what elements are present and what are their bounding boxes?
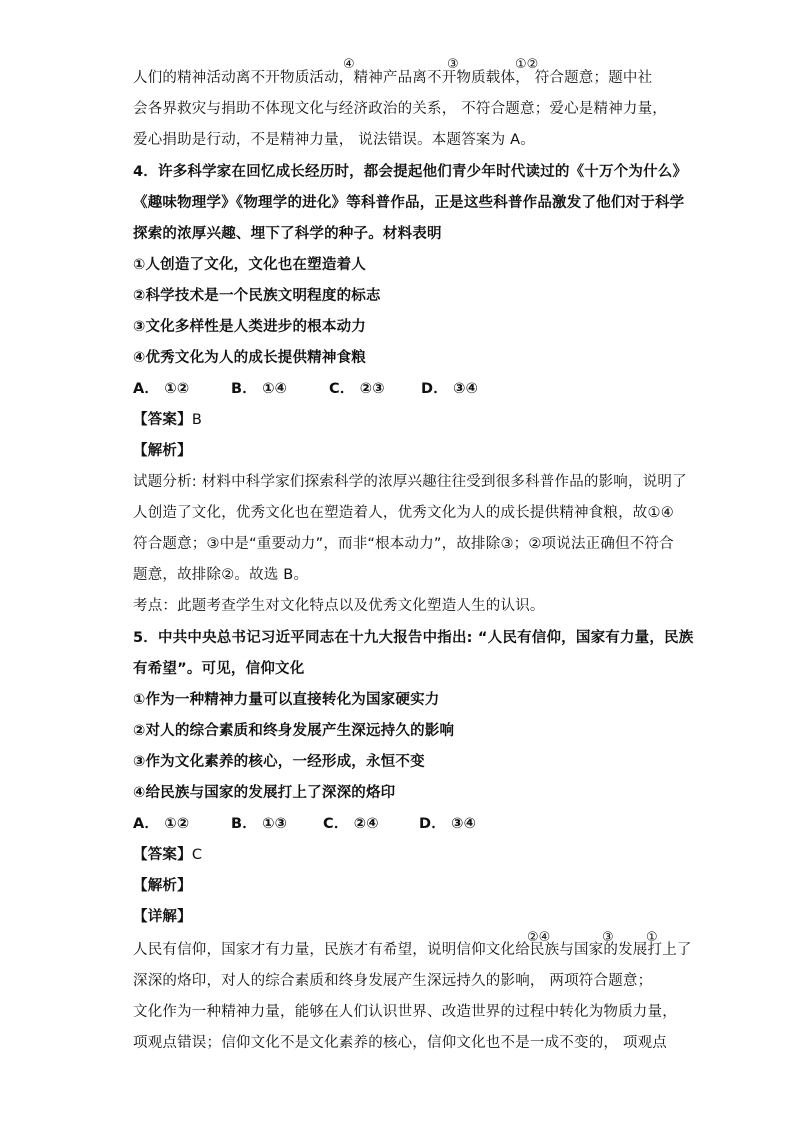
q4-answer-label: 【答案】 bbox=[133, 412, 192, 428]
float-mark-4: ④ bbox=[343, 57, 355, 72]
q5-stem-line-2: 有希望”。可见，信仰文化 bbox=[133, 661, 305, 677]
q5-answer bbox=[133, 845, 202, 865]
q4-item-3: ③文化多样性是人类进步的根本动力 bbox=[133, 319, 366, 335]
float-mark-1: ① bbox=[646, 930, 658, 945]
float-mark-3: ③ bbox=[447, 57, 459, 72]
q4-analysis-label: 【解析】 bbox=[133, 443, 192, 459]
q4-analysis-line-2: 人创造了文化，优秀文化也在塑造着人，优秀文化为人的成长提供精神食粮，故①④ bbox=[133, 505, 674, 521]
q5-stem-line-1: 5．中共中央总书记习近平同志在十九大报告中指出: “人民有信仰，国家有力量，民族 bbox=[133, 630, 694, 646]
q4-analysis-line-3: 符合题意；③中是“重要动力”，而非“根本动力”，故排除③；②项说法正确但不符合 bbox=[133, 536, 674, 552]
q5-answer-value: C bbox=[191, 847, 203, 863]
top-line-3: 爱心捐助是行动，不是精神力量， 说法错误。本题答案为 A。 bbox=[133, 132, 535, 148]
float-mark-12: ①② bbox=[515, 57, 539, 72]
top-line-2: 会各界救灾与捐助不体现文化与经济政治的关系， 不符合题意；爱心是精神力量， bbox=[133, 101, 668, 117]
q4-stem-line-2: 《趣味物理学》《物理学的进化》等科普作品，正是这些科普作品激发了他们对于科学 bbox=[133, 195, 685, 211]
q5-item-1: ①作为一种精神力量可以直接转化为国家硬实力 bbox=[133, 692, 440, 708]
q4-option-d: D． ③④ bbox=[421, 381, 479, 397]
q4-answer-value: B bbox=[191, 412, 202, 428]
float-mark-3b: ③ bbox=[602, 930, 614, 945]
q5-option-d: D． ③④ bbox=[419, 816, 477, 832]
q5-item-2: ②对人的综合素质和终身发展产生深远持久的影响 bbox=[133, 723, 455, 739]
top-line-1: 人们的精神活动离不开物质活动，精神产品离不开物质载体， 符合题意；题中社 bbox=[133, 70, 653, 86]
q4-stem-line-1: 4．许多科学家在回忆成长经历时，都会提起他们青少年时代读过的《十万个为什么》 bbox=[133, 164, 688, 180]
q5-item-3: ③作为文化素养的核心，一经形成，永恒不变 bbox=[133, 754, 425, 770]
q4-item-2: ②科学技术是一个民族文明程度的标志 bbox=[133, 288, 381, 304]
q4-stem-line-3: 探索的浓厚兴趣、埋下了科学的种子。材料表明 bbox=[133, 226, 442, 242]
q4-option-a: A． ①② bbox=[133, 381, 190, 397]
q5-answer-label: 【答案】 bbox=[133, 847, 192, 863]
q4-answer bbox=[133, 410, 202, 430]
q4-analysis-line-4: 题意，故排除②。故选 B。 bbox=[133, 567, 309, 583]
q4-item-1: ①人创造了文化，文化也在塑造着人 bbox=[133, 257, 366, 273]
q4-item-4: ④优秀文化为人的成长提供精神食粮 bbox=[133, 350, 366, 366]
q4-note: 考点：此题考查学生对文化特点以及优秀文化塑造人生的认识。 bbox=[133, 598, 545, 614]
q5-item-4: ④给民族与国家的发展打上了深深的烙印 bbox=[133, 785, 396, 801]
q4-option-c: C． ②③ bbox=[329, 381, 385, 397]
float-mark-24: ②④ bbox=[527, 930, 551, 945]
q5-detail-line-3: 文化作为一种精神力量，能够在人们认识世界、改造世界的过程中转化为物质力量， bbox=[133, 1004, 677, 1020]
q5-detail-line-2: 深深的烙印，对人的综合素质和终身发展产生深远持久的影响， 两项符合题意； bbox=[133, 973, 653, 989]
q5-option-a: A． ①② bbox=[133, 816, 190, 832]
q5-option-b: B． ①③ bbox=[231, 816, 288, 832]
q4-analysis-line-1: 试题分析: 材料中科学家们探索科学的浓厚兴趣往往受到很多科普作品的影响，说明了 bbox=[133, 474, 687, 490]
q5-detail-line-1: 人民有信仰，国家才有力量，民族才有希望，说明信仰文化给民族与国家的发展打上了 bbox=[133, 942, 692, 958]
q4-option-b: B． ①④ bbox=[231, 381, 288, 397]
q5-options bbox=[133, 814, 476, 834]
q5-option-c: C． ②④ bbox=[323, 816, 379, 832]
q5-analysis-label: 【解析】 bbox=[133, 878, 192, 894]
q5-detail-line-4: 项观点错误；信仰文化不是文化素养的核心，信仰文化也不是一成不变的， 项观点 bbox=[133, 1035, 668, 1051]
q4-options bbox=[133, 379, 478, 399]
q5-detail-label: 【详解】 bbox=[133, 909, 192, 925]
